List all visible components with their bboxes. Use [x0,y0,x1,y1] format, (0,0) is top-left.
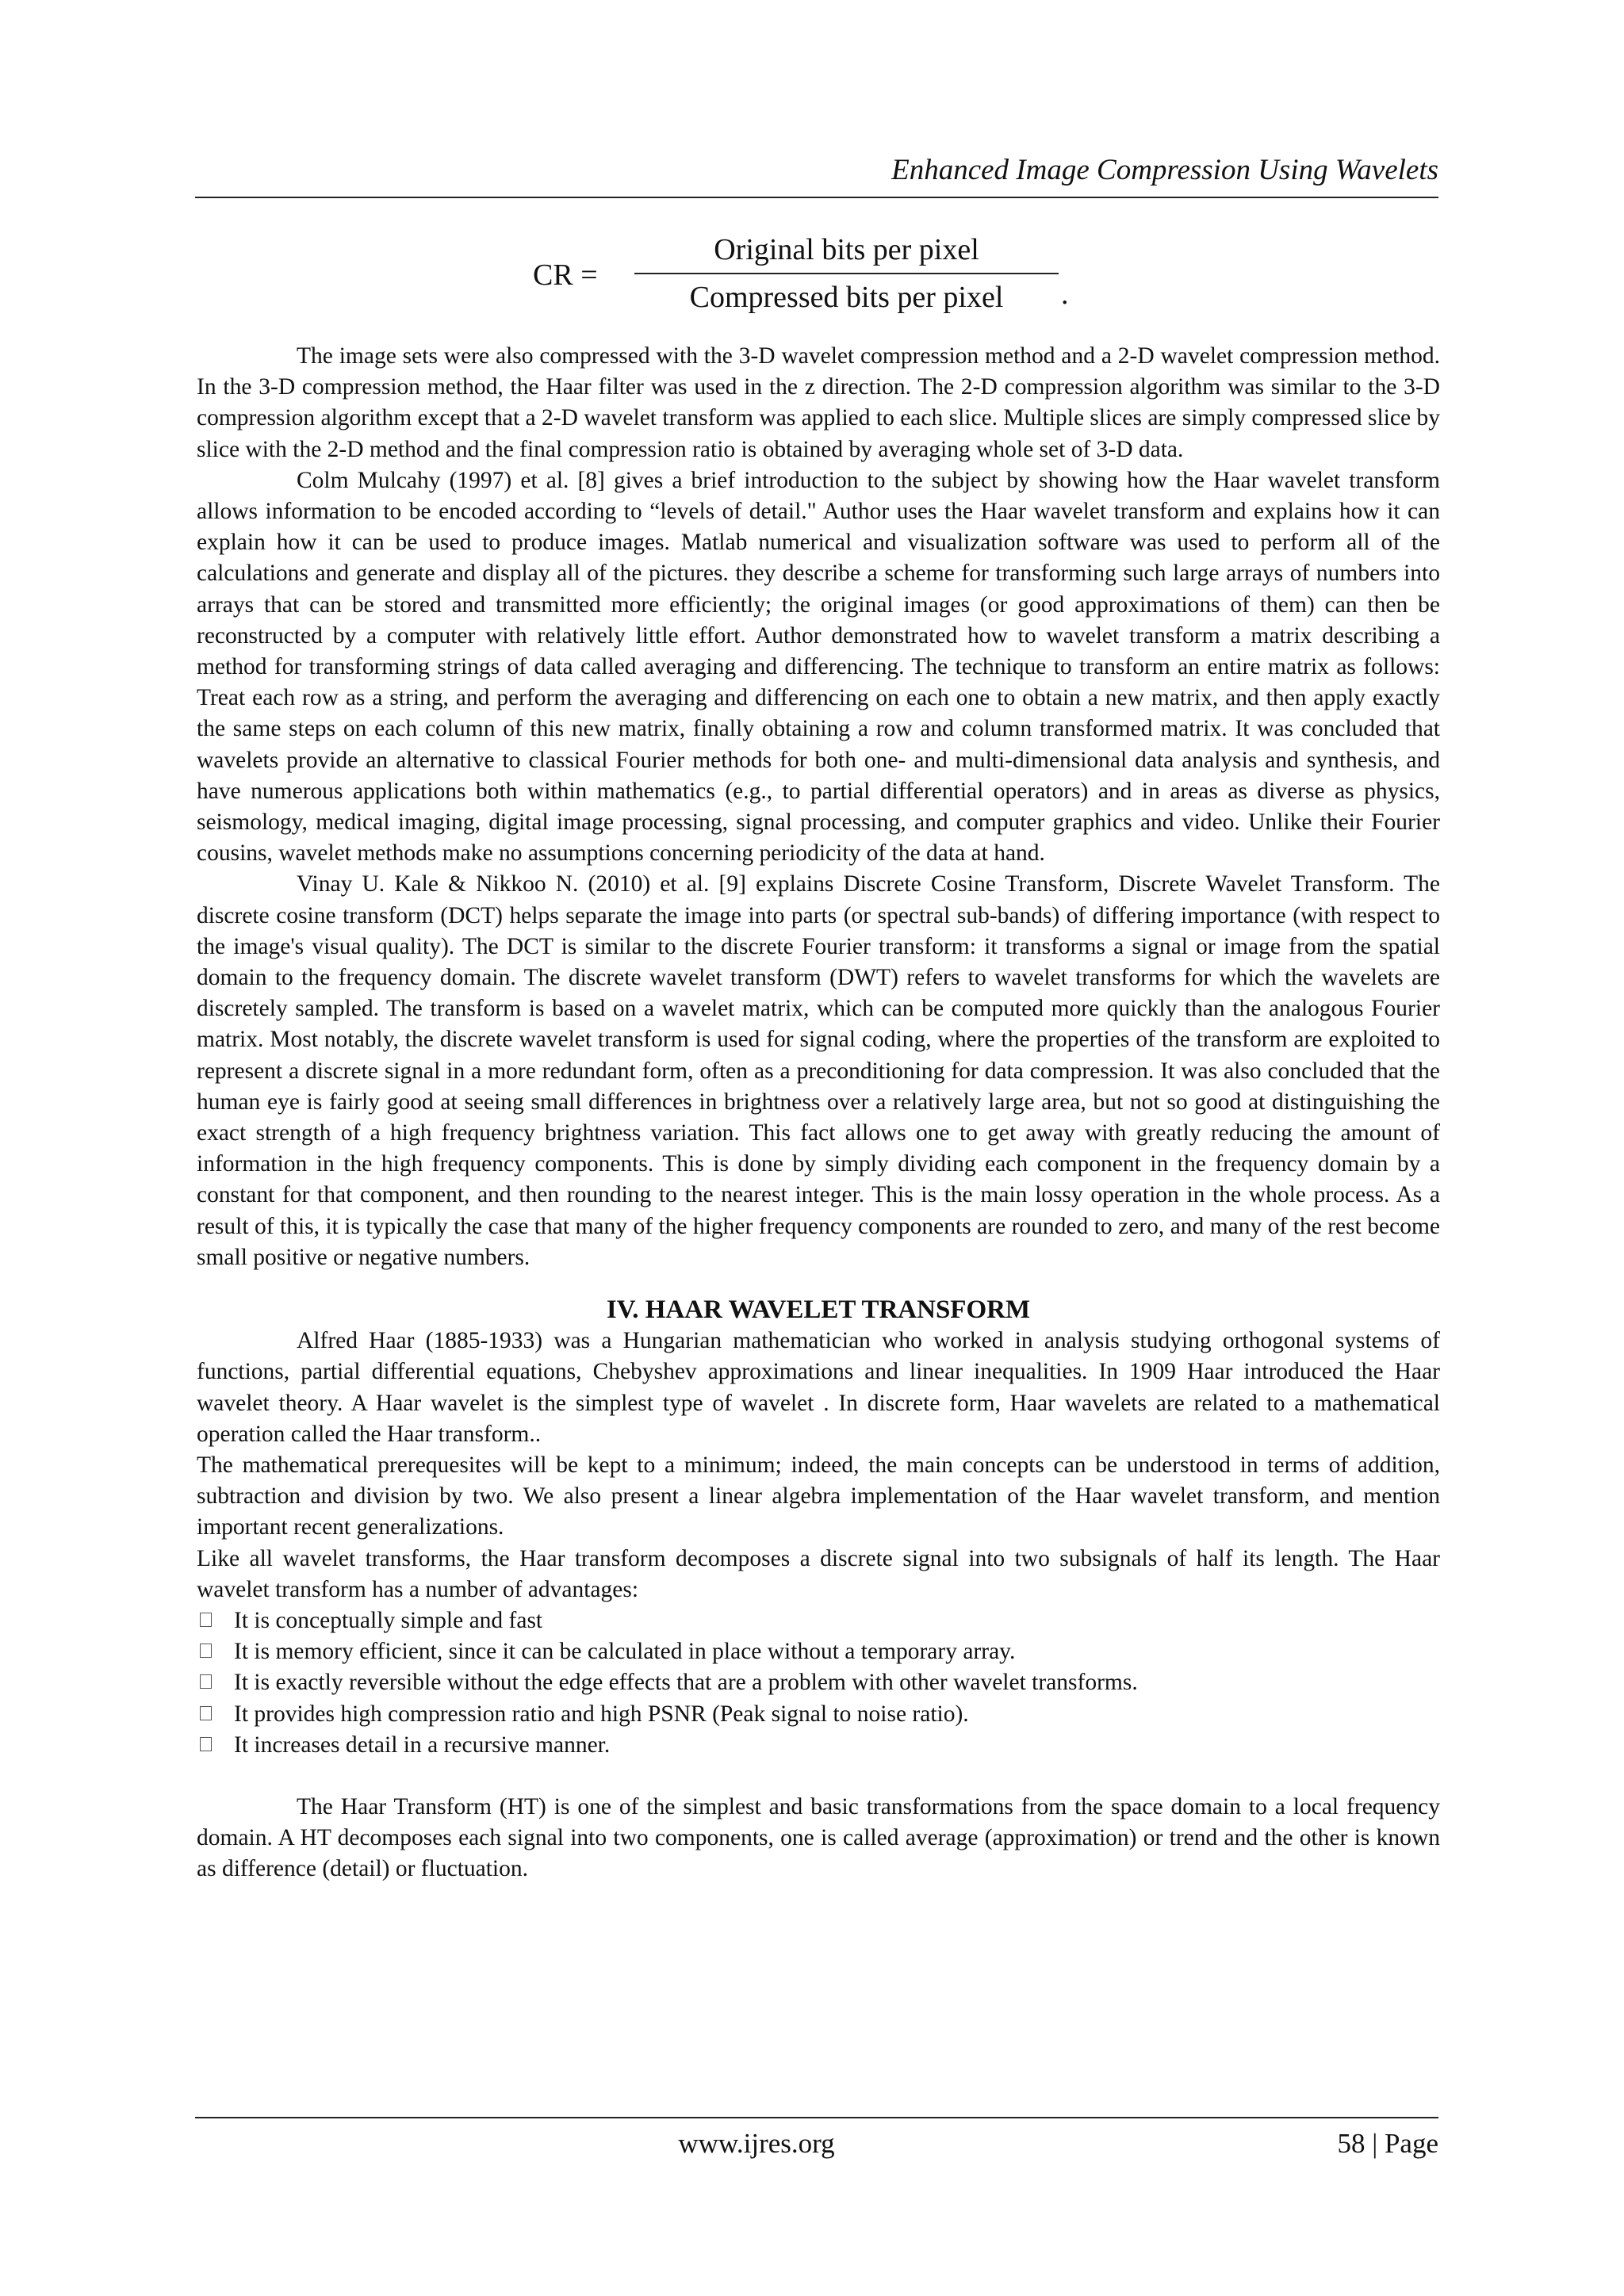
paragraph-3d-compression: The image sets were also compressed with the 3-D wavelet compression method and a 2-D wavelet compression method. In the 3-D compression method, the Haar filter was used in the z direction. The 2-D compression algorithm was similar to the 3-D compression algorithm except that a 2-D wavelet transform was applied to each slice. Multiple slices are simply compressed slice by slice with the 2-D method and the final compression ratio is obtained by averaging whole set of 3-D data. [197,343,1440,462]
list-item [197,1605,1440,1636]
list-item-text: It is conceptually simple and fast [234,1607,543,1633]
paragraph-haar-transform: The Haar Transform (HT) is one of the simplest and basic transformations from the space domain to a local frequency domain. A HT decomposes each signal into two components, one is called average (approximation) or trend and the other is known as difference (detail) or fluctuation. [197,1793,1440,1882]
formula-fraction [634,235,1059,312]
list-item-text: It is memory efficient, since it can be calculated in place without a temporary array. [234,1639,1016,1665]
formula-terminator: . [1061,277,1069,311]
header-divider [195,197,1438,198]
formula-lhs: CR = [533,258,598,292]
list-item [197,1699,1440,1730]
paragraph-advantages-intro: Like all wavelet transforms, the Haar transform decomposes a discrete signal into two subsignals of half its length. The Haar wavelet transform has a number of advantages: [197,1545,1440,1602]
compression-ratio-formula [533,235,1088,322]
list-item [197,1730,1440,1761]
list-item [197,1667,1440,1698]
page-number: 58 | Page [1337,2128,1438,2159]
body-text [197,341,1440,1885]
paragraph-alfred-haar: Alfred Haar (1885-1933) was a Hungarian mathematician who worked in analysis studying orthogonal systems of functions, partial differential equations, Chebyshev approximations and linear inequalities. In 1909 Haar introduced the Haar wavelet theory. A Haar wavelet is the simplest type of wavelet . In discrete form, Haar wavelets are related to a mathematical operation called the Haar transform.. [197,1328,1440,1447]
footer-url: www.ijres.org [678,2128,835,2159]
section-heading: IV. HAAR WAVELET TRANSFORM [606,1295,1031,1325]
formula-denominator: Compressed bits per pixel [689,281,1004,314]
list-item-text: It increases detail in a recursive manner. [234,1732,611,1758]
list-item-text: It provides high compression ratio and high PSNR (Peak signal to noise ratio). [234,1701,969,1727]
bullet-marker [200,1644,212,1658]
paragraph-spacer [197,1761,1440,1792]
bullet-marker [200,1674,212,1689]
list-item [197,1636,1440,1667]
footer-divider [195,2117,1438,2118]
paragraph-mulcahy: Colm Mulcahy (1997) et al. [8] gives a brief introduction to the subject by showing how the Haar wavelet transform allows information to be encoded according to “levels of detail." Author uses the Haar wavelet transform and explains how it can explain how it can be used to produce images. Matlab numerical and visualization software was used to perform all of the calculations and generate and display all of the pictures. they describe a scheme for transforming such large arrays of numbers into arrays that can be stored and transmitted more efficiently; the original images (or good approximations of them) can then be reconstructed by a computer with relatively little effort. Author demonstrated how to wavelet transform a matrix describing a method for transforming strings of data called averaging and differencing. The technique to transform an entire matrix as follows: Treat each row as a string, and perform the averaging and differencing on each one to obtain a new matrix, and then apply exactly the same steps on each column of this new matrix, finally obtaining a row and column transformed matrix. It was concluded that wavelets provide an alternative to classical Fourier methods for both one- and multi-dimensional data analysis and synthesis, and have numerous applications both within mathematics (e.g., to partial differential operators) and in areas as diverse as physics, seismology, medical imaging, digital image processing, signal processing, and computer graphics and video. Unlike their Fourier cousins, wavelet methods make no assumptions concerning periodicity of the data at hand. [197,467,1440,867]
bullet-marker [200,1613,212,1627]
running-title: Enhanced Image Compression Using Wavelets [891,154,1438,186]
bullet-marker [200,1706,212,1720]
bullet-marker [200,1737,212,1751]
list-item-text: It is exactly reversible without the edge effects that are a problem with other wavelet transforms. [234,1670,1138,1696]
paragraph-kale: Vinay U. Kale & Nikkoo N. (2010) et al. [9] explains Discrete Cosine Transform, Discrete Wavelet Transform. The discrete cosine transform (DCT) helps separate the image into parts (or spectral sub-bands) of differing importance (with respect to the image's visual quality). The DCT is similar to the discrete Fourier transform: it transforms a signal or image from the spatial domain to the frequency domain. The discrete wavelet transform (DWT) refers to wavelet transforms for which the wavelets are discretely sampled. The transform is based on a wavelet matrix, which can be computed more quickly than the analogous Fourier matrix. Most notably, the discrete wavelet transform is used for signal coding, where the properties of the transform are exploited to represent a discrete signal in a more redundant form, often as a preconditioning for data compression. It was also concluded that the human eye is fairly good at seeing small differences in brightness over a relatively large area, but not so good at distinguishing the exact strength of a high frequency brightness variation. This fact allows one to get away with greatly reducing the amount of information in the high frequency components. This is done by simply dividing each component in the frequency domain by a constant for that component, and then rounding to the nearest integer. This is the main lossy operation in the whole process. As a result of this, it is typically the case that many of the higher frequency components are rounded to zero, and many of the rest become small positive or negative numbers. [197,871,1440,1270]
advantages-list [197,1605,1440,1761]
paragraph-prerequisites: The mathematical prerequesites will be kept to a minimum; indeed, the main concepts can be understood in terms of addition, subtraction and division by two. We also present a linear algebra implementation of the Haar wavelet transform, and mention important recent generalizations. [197,1452,1440,1540]
formula-numerator: Original bits per pixel [714,233,979,266]
